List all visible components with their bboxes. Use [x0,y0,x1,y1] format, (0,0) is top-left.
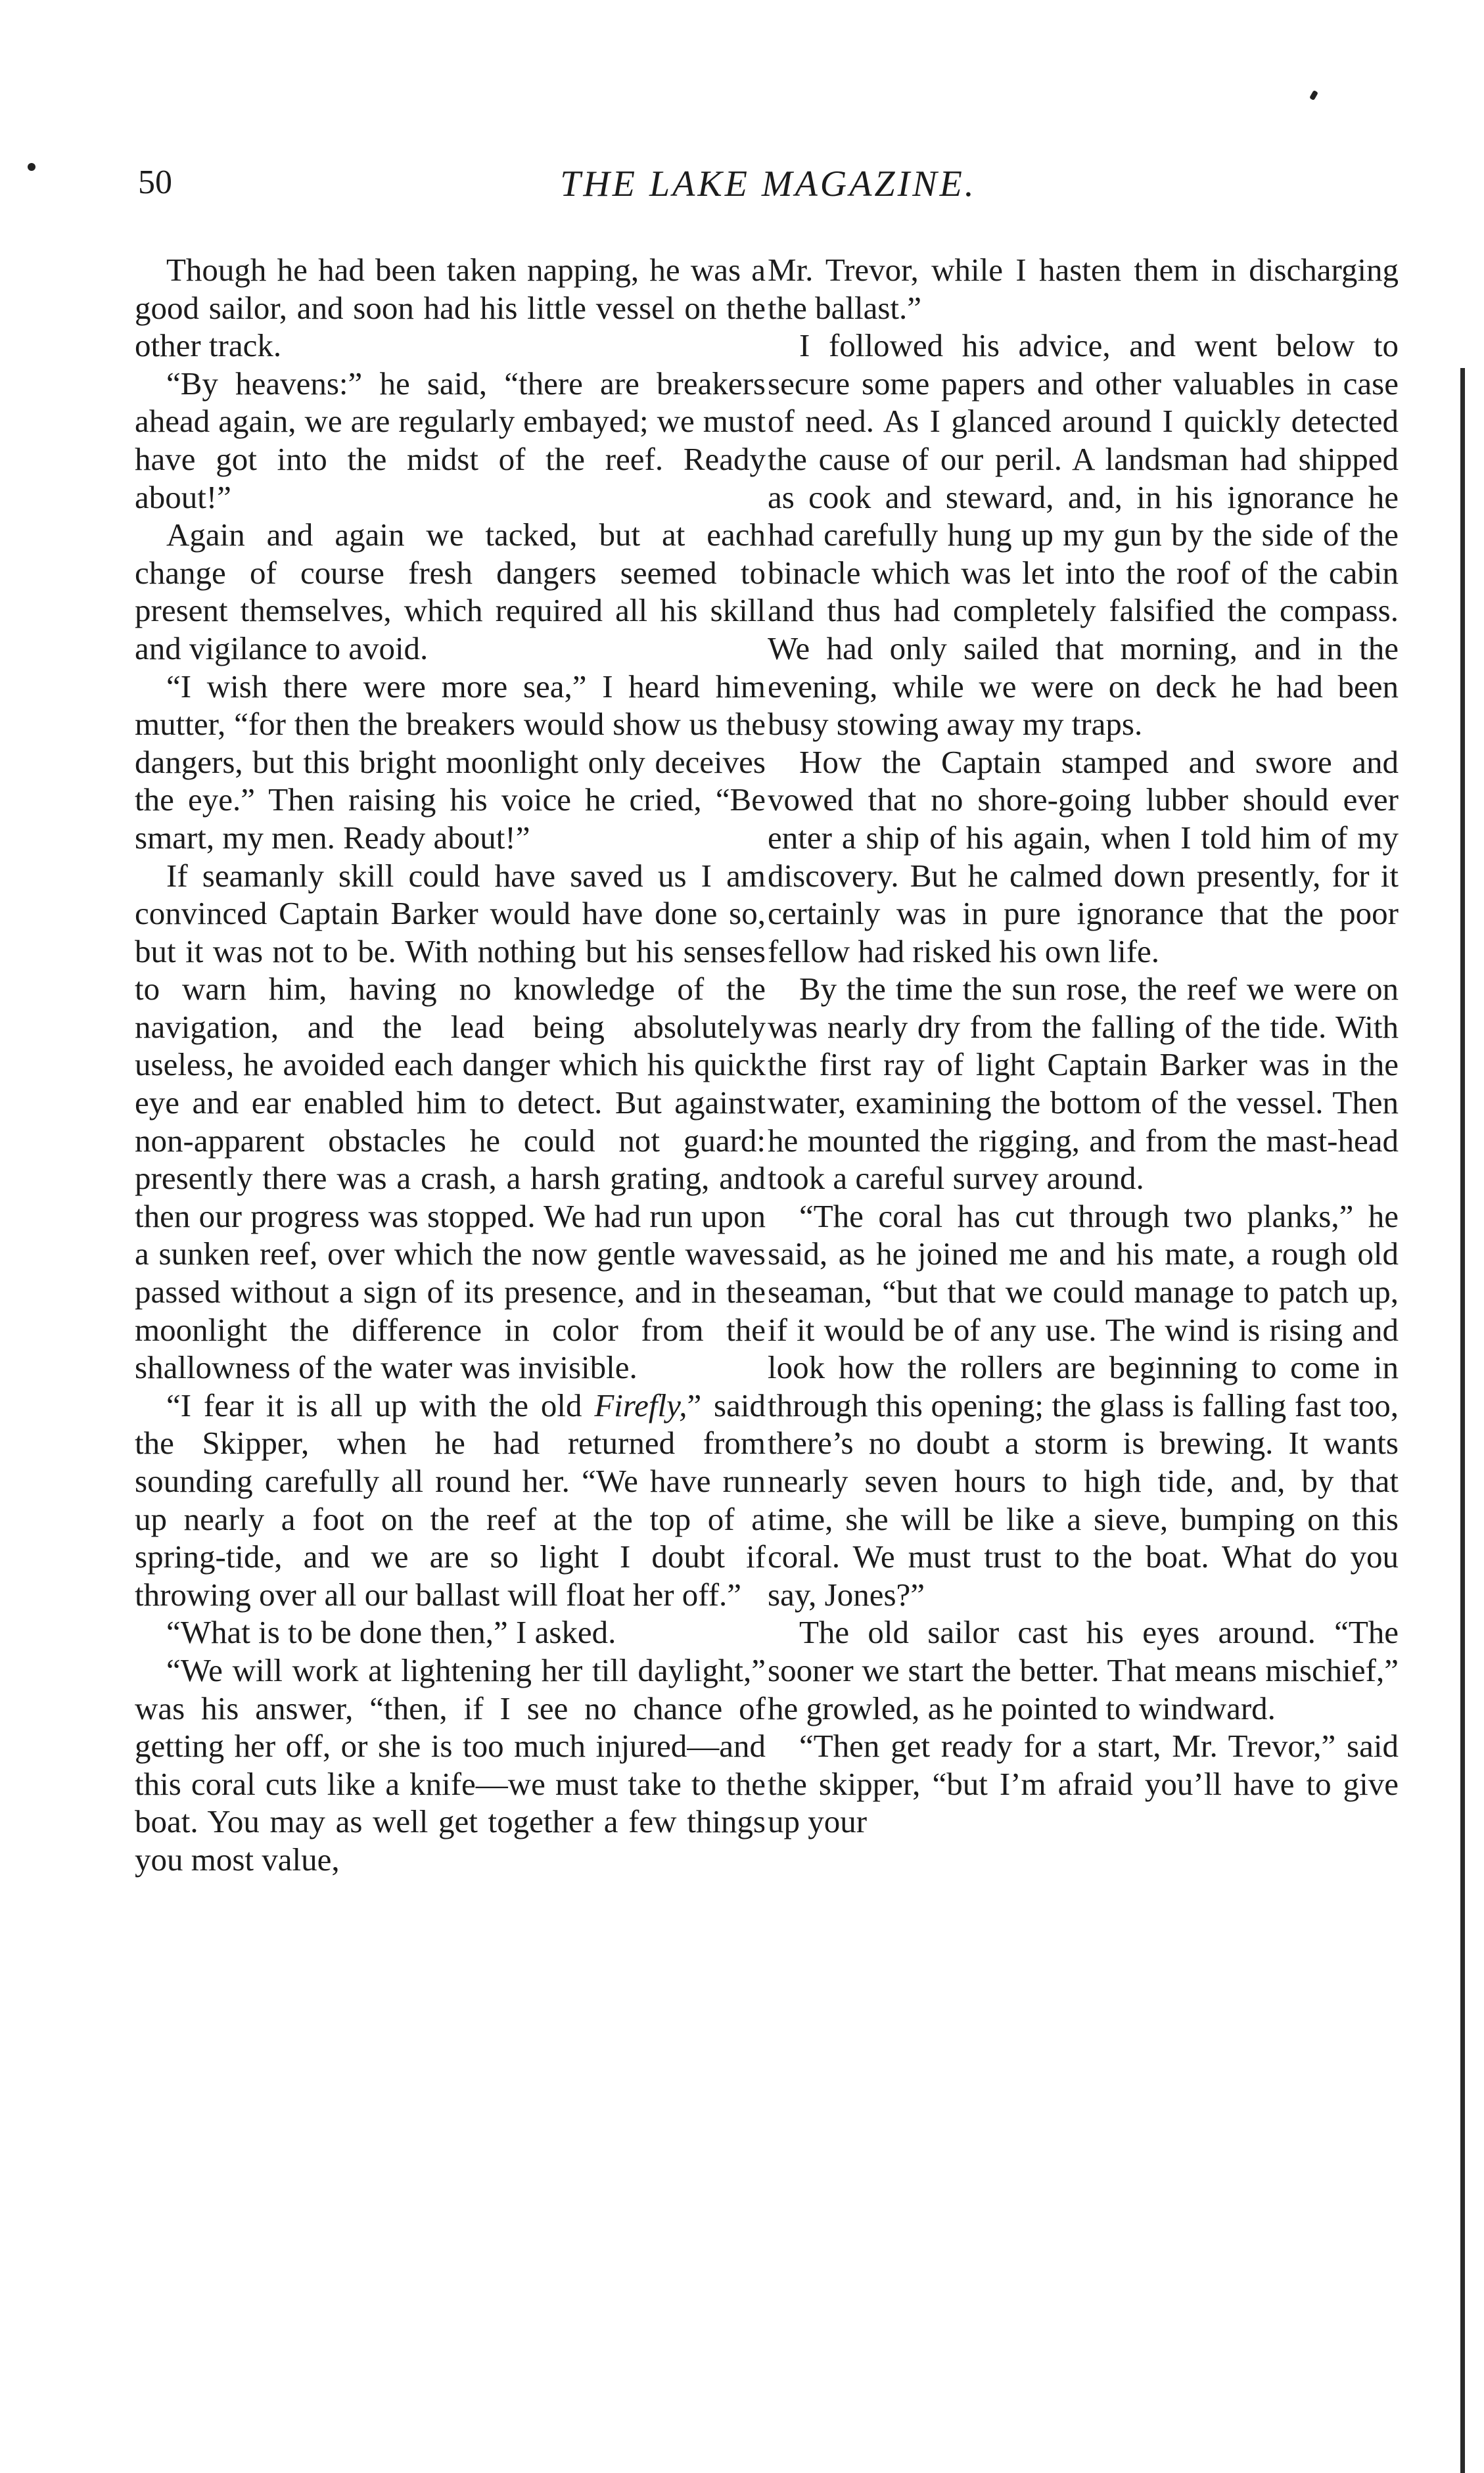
paragraph: “I wish there were more sea,” I heard him mutter, “for then the breakers would show us the dangers, but this bright moonlight only deceives the eye.” Then raising his voice he cried, “Be smart, my men. Ready about!” [135,668,766,856]
running-title: THE LAKE MAGAZINE. [560,164,977,204]
ship-name: Firefly, [594,1387,687,1423]
paragraph: If seamanly skill could have saved us I am convinced Captain Barker would have done so, but it was not to be. With nothing but his senses to warn him, having no knowledge of the navigation, and the lead being absolutely useless, he avoided each danger which his quick eye and ear enabled him to detect. But against non-apparent obstacles he could not guard: presently there was a crash, a harsh grating, and then our progress was stopped. We had run upon a sunken reef, over which the now gentle waves passed without a sign of its presence, and in the moonlight the difference in color from the shallowness of the water was invisible. [135,857,766,1386]
page-number: 50 [138,164,172,201]
paragraph-continuation: Mr. Trevor, while I hasten them in discharging the ballast.” [768,252,1399,326]
paragraph: The old sailor cast his eyes around. “The sooner we start the better. That means mischief,” he growled, as he pointed to windward. [768,1614,1399,1726]
text-run: ” said the Skipper, when he had returned from sounding carefully all round her. “We have run up nearly a foot on the reef at the top of a spring-tide, and we are so light I doubt if throwing over all our ballast will float her off.” [135,1387,766,1613]
left-column [135,251,766,1879]
paragraph: Though he had been taken napping, he was a good sailor, and soon had his little vessel on the other track. [135,252,766,364]
right-column [768,251,1399,1841]
text-run: “I fear it is all up with the old [166,1387,595,1423]
paragraph: “What is to be done then,” I asked. [166,1614,616,1651]
ink-speck-right [1309,90,1318,101]
paragraph: “Then get ready for a start, Mr. Trevor,” said the skipper, “but I’m afraid you’ll have to give up your [768,1728,1399,1840]
paragraph: I followed his advice, and went below to secure some papers and other valuables in case of need. As I glanced around I quickly detected the cause of our peril. A landsman had shipped as cook and steward, and, in his ignorance he had carefully hung up my gun by the side of the binacle which was let into the roof of the cabin and thus had completely falsified the compass. We had only sailed that morning, and in the evening, while we were on deck he had been busy stowing away my traps. [768,327,1399,743]
paragraph: By the time the sun rose, the reef we were on was nearly dry from the falling of the tide. With the first ray of light Captain Barker was in the water, examining the bottom of the vessel. Then he mounted the rigging, and from the mast-head took a careful survey around. [768,971,1399,1197]
paragraph-firefly [135,1387,766,1614]
page-edge-rule [1460,368,1465,2473]
paragraph: “We will work at lightening her till daylight,” was his answer, “then, if I see no chance of getting her off, or she is too much injured—and this coral cuts like a knife—we must take to the boat. You may as well get together a few things you most value, [135,1652,766,1878]
paragraph: How the Captain stamped and swore and vowed that no shore-going lubber should ever enter a ship of his again, when I told him of my discovery. But he calmed down presently, for it certainly was in pure ignorance that the poor fellow had risked his own life. [768,743,1399,969]
paragraph: Again and again we tacked, but at each change of course fresh dangers seemed to present themselves, which required all his skill and vigilance to avoid. [135,517,766,666]
paragraph: “The coral has cut through two planks,” he said, as he joined me and his mate, a rough old seaman, “but that we could manage to patch up, if it would be of any use. The wind is rising and look how the rollers are beginning to come in through this opening; the glass is falling fast too, there’s no doubt a storm is brewing. It wants nearly seven hours to high tide, and, by that time, she will be like a sieve, bumping on this coral. We must trust to the boat. What do you say, Jones?” [768,1197,1399,1613]
paragraph: “By heavens:” he said, “there are breakers ahead again, we are regularly embayed; we must have got into the midst of the reef. Ready about!” [135,365,766,515]
